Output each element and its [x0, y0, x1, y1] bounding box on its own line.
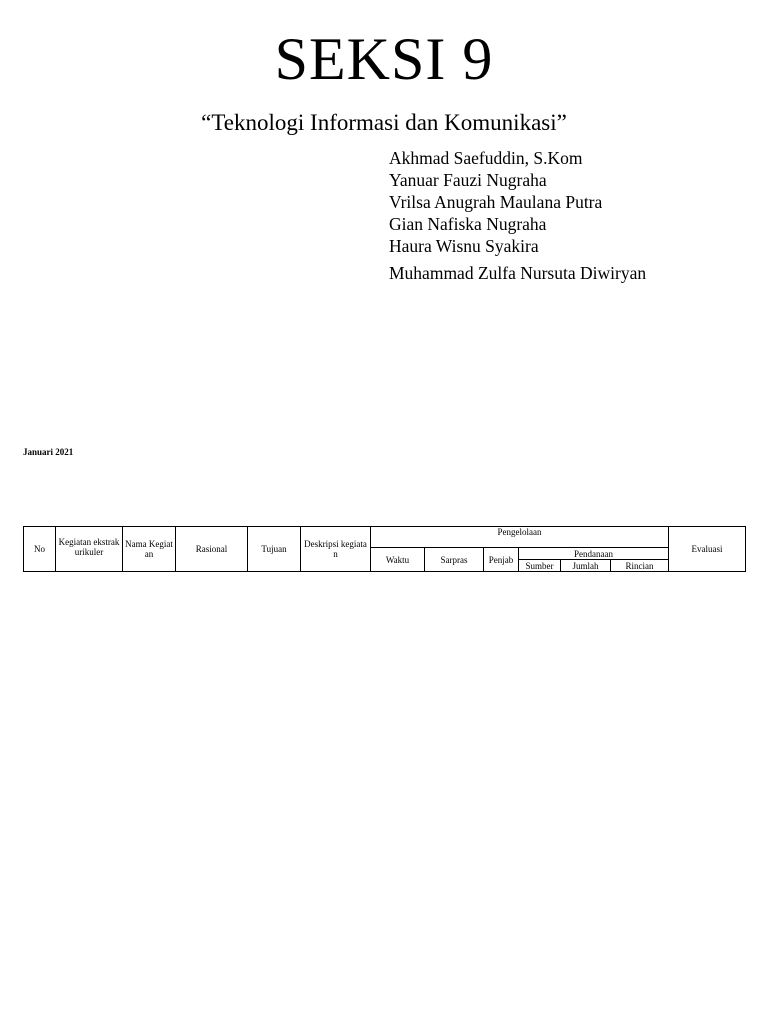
activity-plan-table	[23, 526, 746, 572]
page-title: SEKSI 9	[274, 26, 494, 92]
section-subtitle	[0, 108, 768, 138]
member-name: Muhammad Zulfa Nursuta Diwiryan	[389, 263, 647, 283]
header-tujuan: Tujuan	[248, 527, 301, 572]
header-sarpras: Sarpras	[425, 548, 484, 572]
header-kegiatan-ekstrakurikuler: Kegiatan ekstrakurikuler	[56, 527, 123, 572]
header-nama-kegiatan: Nama Kegiatan	[123, 527, 176, 572]
header-sumber: Sumber	[519, 560, 561, 572]
header-evaluasi: Evaluasi	[669, 527, 746, 572]
header-waktu: Waktu	[371, 548, 425, 572]
role-value: Yanuar Fauzi Nugraha	[389, 170, 547, 190]
role-value: Gian Nafiska Nugraha	[389, 214, 547, 234]
subtitle-text: “Teknologi Informasi dan Komunikasi”	[201, 110, 567, 135]
member-name: Haura Wisnu Syakira	[389, 236, 539, 256]
header-deskripsi-kegiatan: Deskripsi kegiatan	[301, 527, 371, 572]
header-penjab: Penjab	[484, 548, 519, 572]
header-jumlah: Jumlah	[561, 560, 611, 572]
header-rasional: Rasional	[176, 527, 248, 572]
role-value: Vrilsa Anugrah Maulana Putra	[389, 192, 603, 212]
role-value: Akhmad Saefuddin, S.Kom	[389, 148, 583, 168]
header-pengelolaan: Pengelolaan	[371, 527, 669, 548]
document-date: Januari 2021	[23, 447, 74, 457]
header-rincian: Rincian	[611, 560, 669, 572]
header-pendanaan: Pendanaan	[519, 548, 669, 560]
header-no: No	[24, 527, 56, 572]
